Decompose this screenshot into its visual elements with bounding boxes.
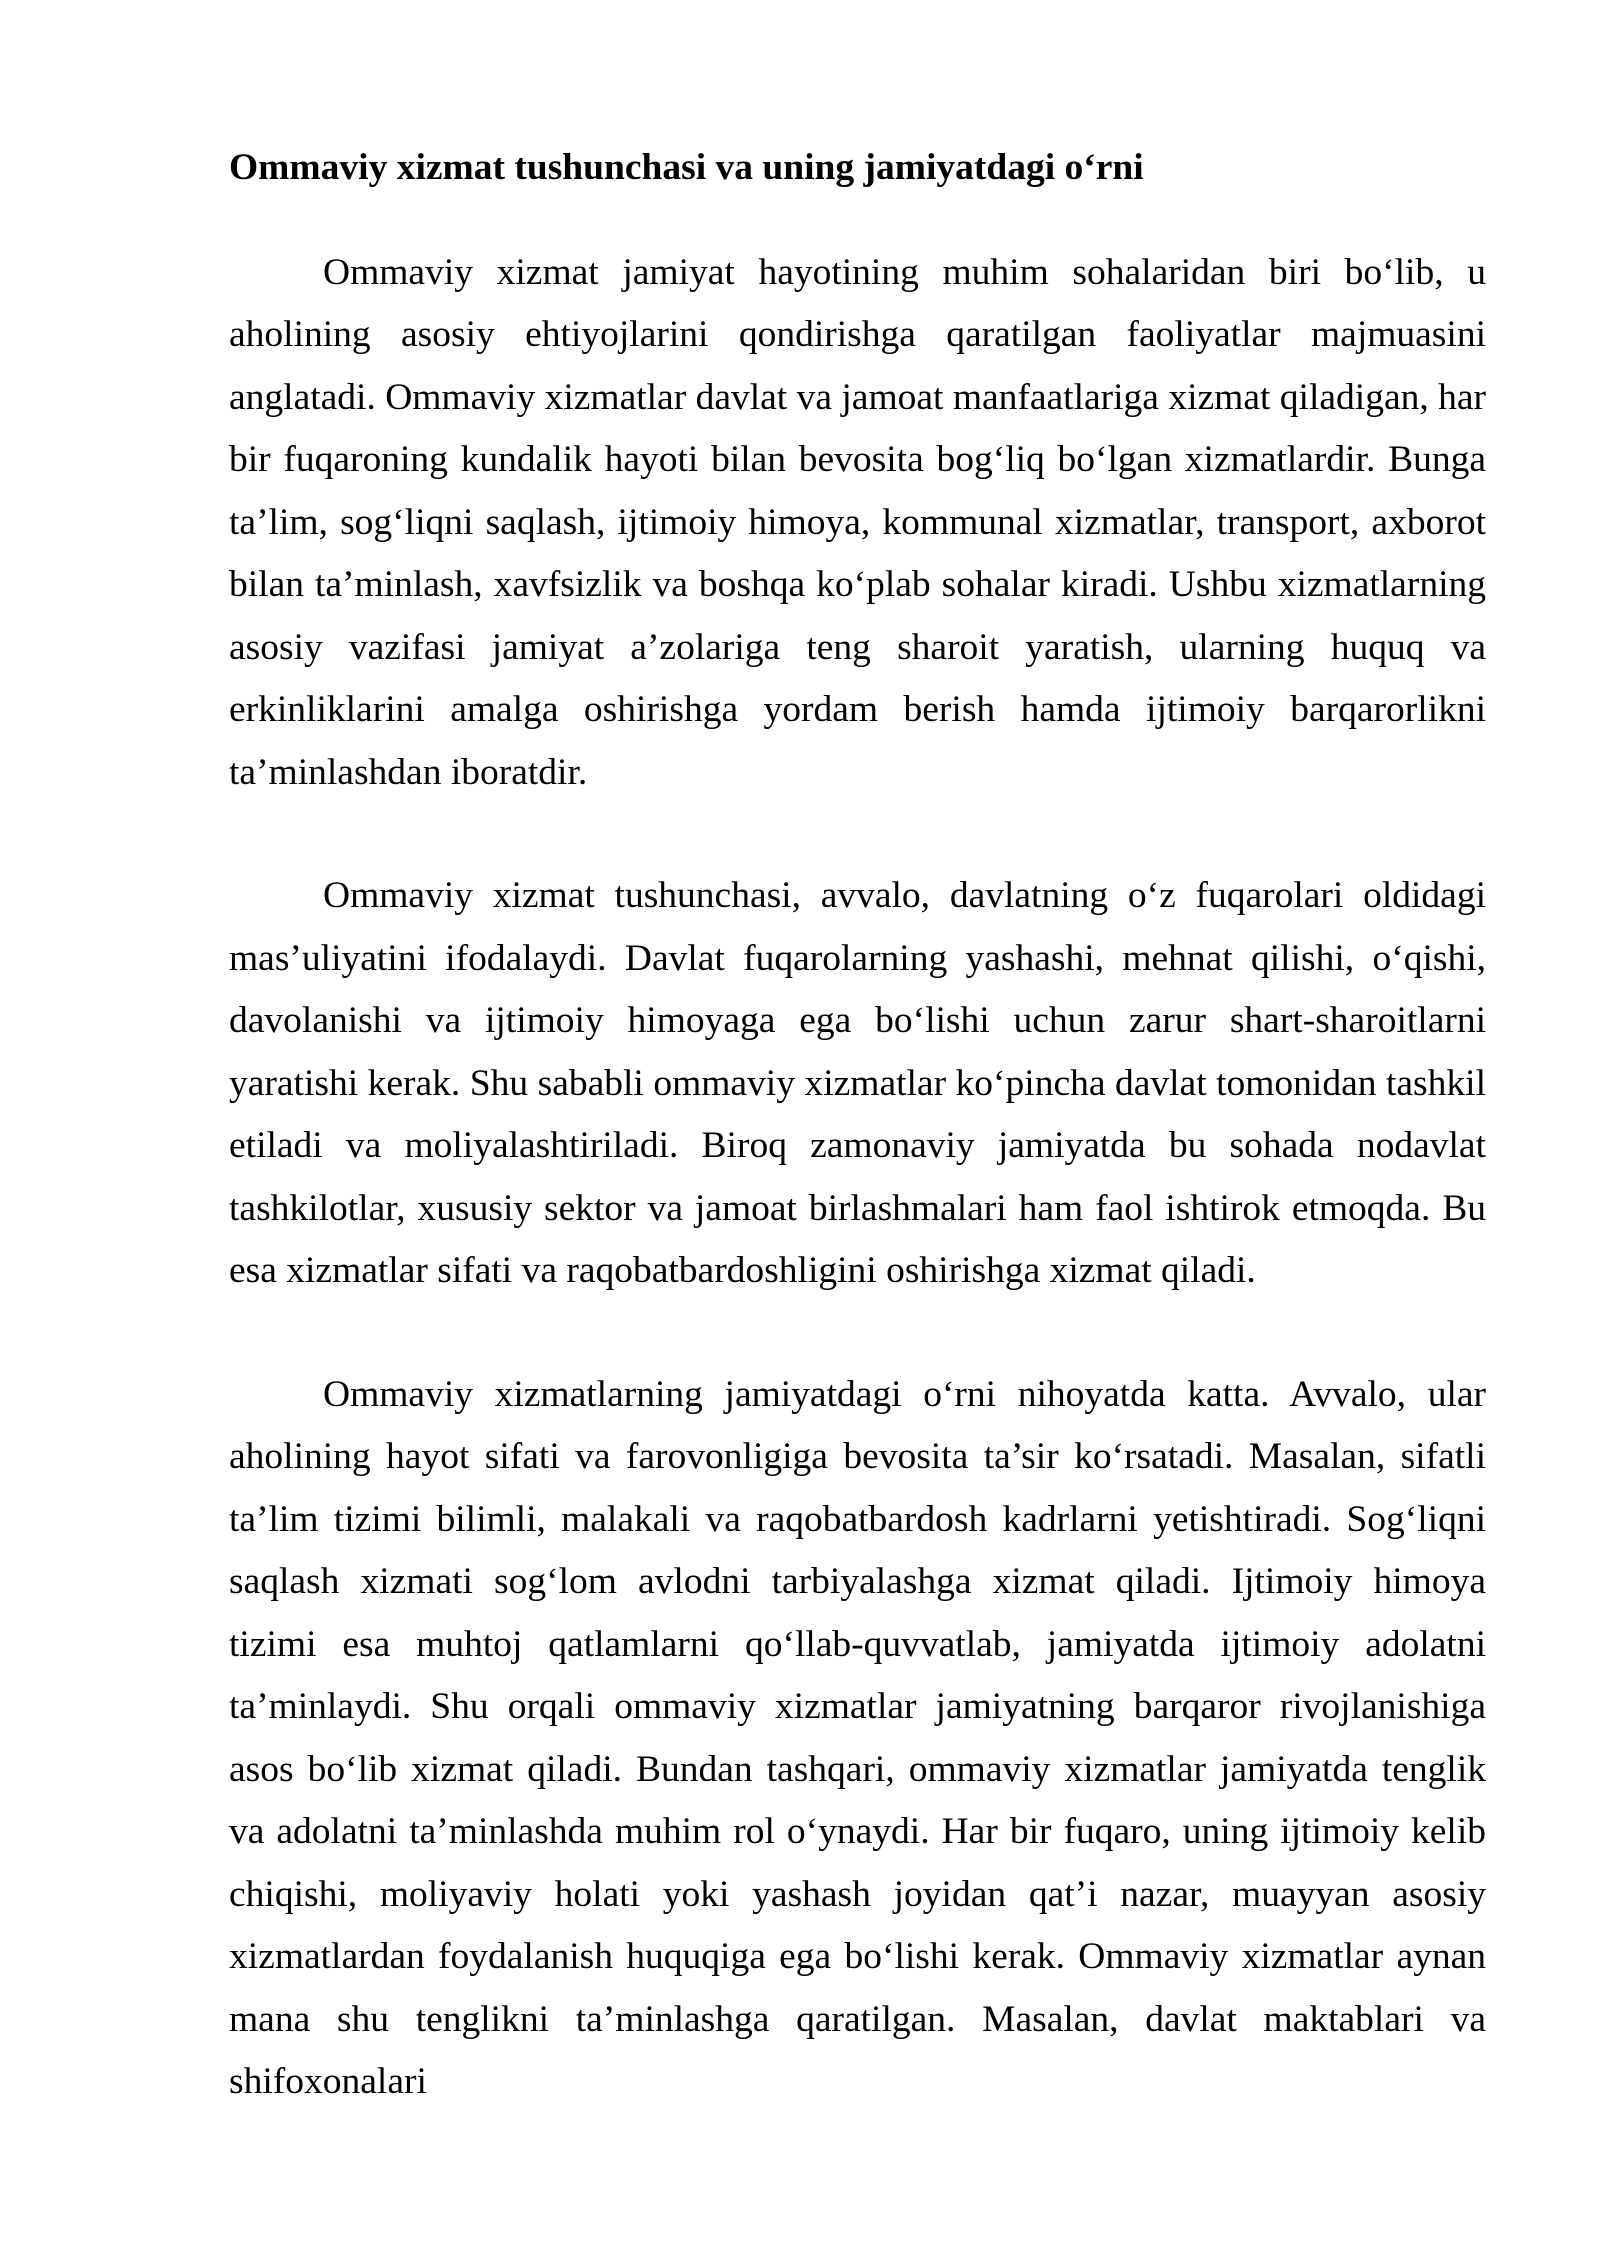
- paragraph-2: Ommaviy xizmat tushunchasi, avvalo, davlatning o‘z fuqarolari oldidagi mas’uliyatini ifodalaydi. Davlat fuqarolarning yashashi, mehnat qilishi, o‘qishi, davolanishi va ijtimoiy himoyaga ega bo‘lishi uchun zarur shart-sharoitlarni yaratishi kerak. Shu sababli ommaviy xizmatlar ko‘pincha davlat tomonidan tashkil etiladi va moliyalashtiriladi. Biroq zamonaviy jamiyatda bu sohada nodavlat tashkilotlar, xususiy sektor va jamoat birlashmalari ham faol ishtirok etmoqda. Bu esa xizmatlar sifati va raqobatbardoshligini oshirishga xizmat qiladi.: [229, 875, 1486, 1291]
- paragraph-3: Ommaviy xizmatlarning jamiyatdagi o‘rni nihoyatda katta. Avvalo, ular aholining hayot sifati va farovonligiga bevosita ta’sir ko‘rsatadi. Masalan, sifatli ta’lim tizimi bilimli, malakali va raqobatbardosh kadrlarni yetishtiradi. Sog‘liqni saqlash xizmati sog‘lom avlodni tarbiyalashga xizmat qiladi. Ijtimoiy himoya tizimi esa muhtoj qatlamlarni qo‘llab-quvvatlab, jamiyatda ijtimoiy adolatni ta’minlaydi. Shu orqali ommaviy xizmatlar jamiyatning barqaror rivojlanishiga asos bo‘lib xizmat qiladi. Bundan tashqari, ommaviy xizmatlar jamiyatda tenglik va adolatni ta’minlashda muhim rol o‘ynaydi. Har bir fuqaro, uning ijtimoiy kelib chiqishi, moliyaviy holati yoki yashash joyidan qat’i nazar, muayyan asosiy xizmatlardan foydalanish huquqiga ega bo‘lishi kerak. Ommaviy xizmatlar aynan mana shu tenglikni ta’minlashga qaratilgan. Masalan, davlat maktablari va shifoxonalari: [229, 1373, 1486, 2102]
- document-content: [229, 137, 1486, 2114]
- paragraph-1: Ommaviy xizmat jamiyat hayotining muhim sohalaridan biri bo‘lib, u aholining asosiy ehtiyojlarini qondirishga qaratilgan faoliyatlar majmuasini anglatadi. Ommaviy xizmatlar davlat va jamoat manfaatlariga xizmat qiladigan, har bir fuqaroning kundalik hayoti bilan bevosita bog‘liq bo‘lgan xizmatlardir. Bunga ta’lim, sog‘liqni saqlash, ijtimoiy himoya, kommunal xizmatlar, transport, axborot bilan ta’minlash, xavfsizlik va boshqa ko‘plab sohalar kiradi. Ushbu xizmatlarning asosiy vazifasi jamiyat a’zolariga teng sharoit yaratish, ularning huquq va erkinliklarini amalga oshirishga yordam berish hamda ijtimoiy barqarorlikni ta’minlashdan iboratdir.: [229, 251, 1486, 793]
- document-title: Ommaviy xizmat tushunchasi va uning jamiyatdagi o‘rni: [229, 147, 1144, 188]
